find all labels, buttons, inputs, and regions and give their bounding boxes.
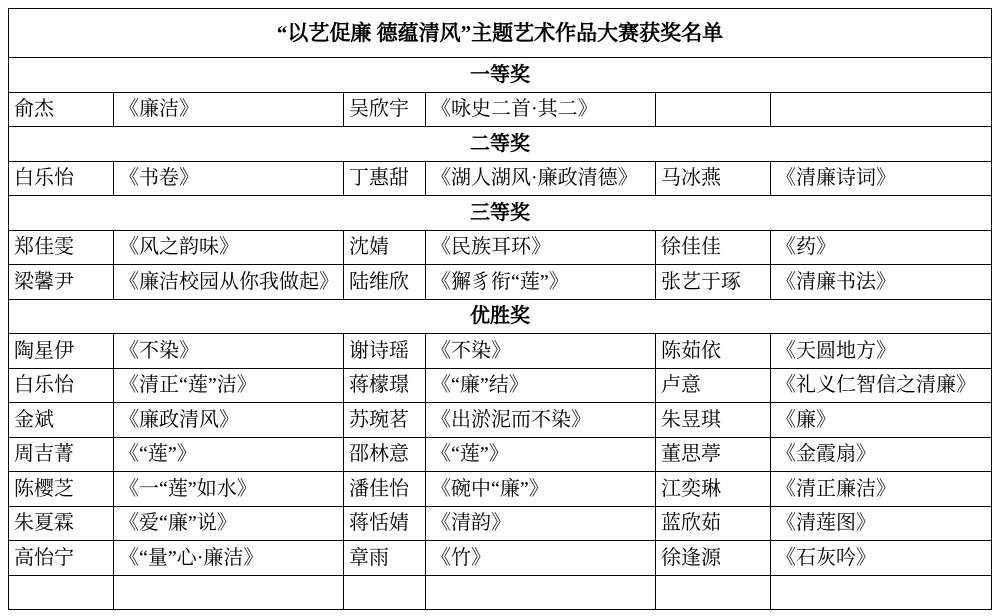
table-row [9, 437, 992, 472]
work-title: 《“廉”结》 [426, 368, 656, 403]
table-row [9, 334, 992, 369]
work-title: 《獬豸衔“莲”》 [426, 265, 656, 300]
winner-name: 陈茹依 [656, 334, 771, 369]
work-title: 《竹》 [426, 541, 656, 576]
empty-cell [9, 575, 114, 610]
winner-name: 谢诗瑶 [344, 334, 426, 369]
table-title: “以艺促廉 德蕴清风”主题艺术作品大赛获奖名单 [9, 9, 992, 58]
winner-name: 俞杰 [9, 92, 114, 127]
empty-cell [656, 575, 771, 610]
work-title: 《清韵》 [426, 506, 656, 541]
work-title: 《“莲”》 [114, 437, 344, 472]
work-title: 《民族耳环》 [426, 230, 656, 265]
work-title: 《一“莲”如水》 [114, 472, 344, 507]
work-title: 《清廉书法》 [771, 265, 992, 300]
work-title: 《不染》 [426, 334, 656, 369]
winner-name: 朱夏霖 [9, 506, 114, 541]
work-title: 《清正“莲”洁》 [114, 368, 344, 403]
work-title: 《“莲”》 [426, 437, 656, 472]
table-row [9, 265, 992, 300]
table-row [9, 472, 992, 507]
work-title: 《药》 [771, 230, 992, 265]
winner-name: 马冰燕 [656, 161, 771, 196]
winner-name: 白乐怡 [9, 368, 114, 403]
winner-name: 白乐怡 [9, 161, 114, 196]
winner-name: 梁馨尹 [9, 265, 114, 300]
title-row [9, 9, 992, 58]
empty-cell [114, 575, 344, 610]
table-row [9, 506, 992, 541]
section-row [9, 299, 992, 334]
work-title: 《廉》 [771, 403, 992, 438]
empty-table-row [9, 575, 992, 610]
winner-name: 金斌 [9, 403, 114, 438]
table-row [9, 403, 992, 438]
work-title: 《金霞扇》 [771, 437, 992, 472]
empty-cell [771, 575, 992, 610]
table-row [9, 541, 992, 576]
section-row [9, 196, 992, 231]
work-title: 《廉洁》 [114, 92, 344, 127]
empty-cell [771, 92, 992, 127]
work-title: 《书卷》 [114, 161, 344, 196]
winner-name: 卢意 [656, 368, 771, 403]
winner-name: 苏琬茗 [344, 403, 426, 438]
section-row [9, 127, 992, 162]
work-title: 《“量”心·廉洁》 [114, 541, 344, 576]
work-title: 《爱“廉”说》 [114, 506, 344, 541]
winner-name: 朱昱琪 [656, 403, 771, 438]
winner-name: 蒋檬璟 [344, 368, 426, 403]
winner-name: 陶星伊 [9, 334, 114, 369]
winner-name: 吴欣宇 [344, 92, 426, 127]
work-title: 《风之韵味》 [114, 230, 344, 265]
work-title: 《咏史二首·其二》 [426, 92, 656, 127]
work-title: 《不染》 [114, 334, 344, 369]
work-title: 《碗中“廉”》 [426, 472, 656, 507]
table-row [9, 230, 992, 265]
winner-name: 徐逢源 [656, 541, 771, 576]
work-title: 《清莲图》 [771, 506, 992, 541]
winner-name: 蒋恬婧 [344, 506, 426, 541]
section-heading-first-prize: 一等奖 [9, 58, 992, 93]
section-row [9, 58, 992, 93]
work-title: 《廉政清风》 [114, 403, 344, 438]
winner-name: 潘佳怡 [344, 472, 426, 507]
winner-name: 张艺于琢 [656, 265, 771, 300]
winner-name: 高怡宁 [9, 541, 114, 576]
winner-name: 陆维欣 [344, 265, 426, 300]
work-title: 《出淤泥而不染》 [426, 403, 656, 438]
work-title: 《廉洁校园从你我做起》 [114, 265, 344, 300]
winner-name: 郑佳雯 [9, 230, 114, 265]
winner-name: 徐佳佳 [656, 230, 771, 265]
section-heading-second-prize: 二等奖 [9, 127, 992, 162]
winner-name: 江奕琳 [656, 472, 771, 507]
table-row [9, 161, 992, 196]
work-title: 《天圆地方》 [771, 334, 992, 369]
section-heading-merit-award: 优胜奖 [9, 299, 992, 334]
winner-name: 沈婧 [344, 230, 426, 265]
work-title: 《湖人湖风·廉政清德》 [426, 161, 656, 196]
work-title: 《礼义仁智信之清廉》 [771, 368, 992, 403]
winner-name: 章雨 [344, 541, 426, 576]
empty-cell [344, 575, 426, 610]
winner-name: 周吉菁 [9, 437, 114, 472]
table-row [9, 92, 992, 127]
winner-name: 邵林意 [344, 437, 426, 472]
work-title: 《清正廉洁》 [771, 472, 992, 507]
winner-name: 董思葶 [656, 437, 771, 472]
table-row [9, 368, 992, 403]
winner-name: 丁惠甜 [344, 161, 426, 196]
empty-cell [656, 92, 771, 127]
section-heading-third-prize: 三等奖 [9, 196, 992, 231]
work-title: 《石灰吟》 [771, 541, 992, 576]
empty-cell [426, 575, 656, 610]
award-list-table [8, 8, 992, 610]
winner-name: 蓝欣茹 [656, 506, 771, 541]
winner-name: 陈樱芝 [9, 472, 114, 507]
work-title: 《清廉诗词》 [771, 161, 992, 196]
